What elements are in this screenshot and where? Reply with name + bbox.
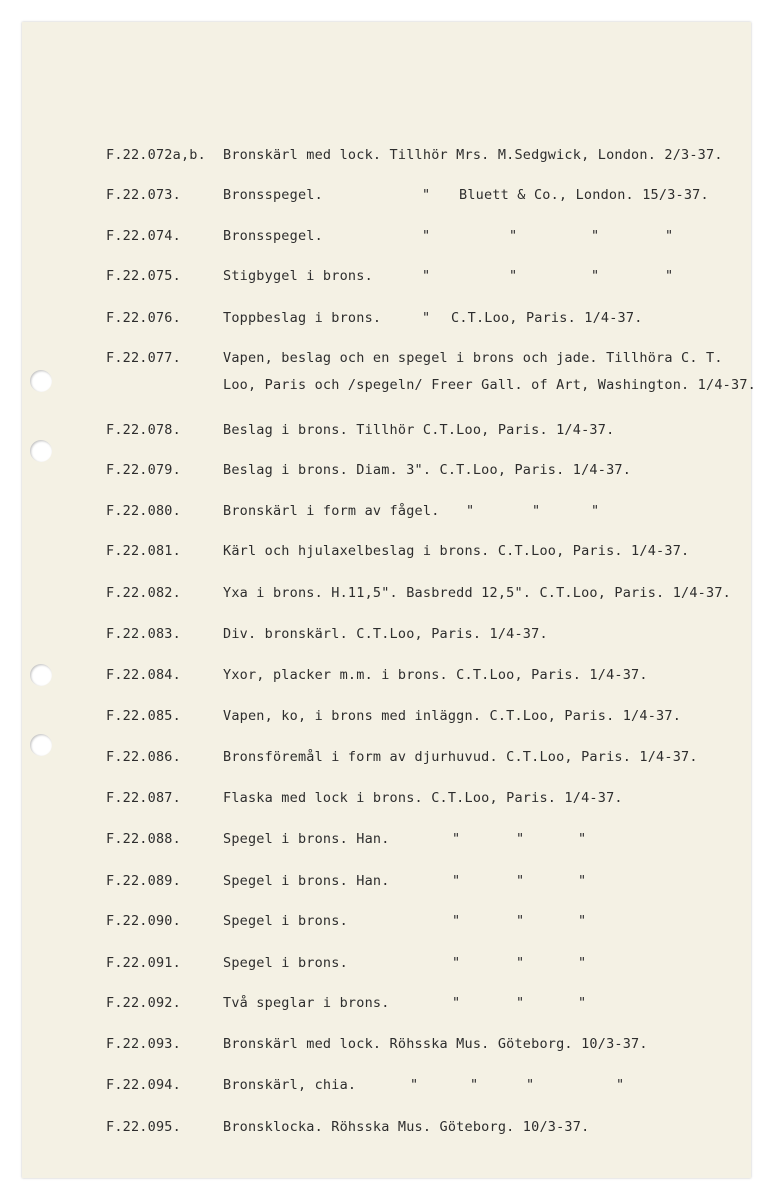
catalog-number: F.22.072a,b.: [106, 147, 206, 163]
ditto-mark: ": [466, 503, 475, 519]
ditto-mark: ": [665, 268, 674, 284]
catalog-number: F.22.080.: [106, 503, 181, 519]
entry-description: Spegel i brons.: [223, 955, 348, 971]
ditto-mark: ": [452, 831, 461, 847]
entry-description: Beslag i brons. Tillhör C.T.Loo, Paris. 1/4-37.: [223, 422, 615, 438]
entry-description: Spegel i brons. Han.: [223, 831, 390, 847]
catalog-number: F.22.087.: [106, 790, 181, 806]
ditto-mark: ": [532, 503, 541, 519]
punch-hole: [30, 734, 52, 756]
entry-description: Bronsspegel.: [223, 228, 323, 244]
catalog-number: F.22.094.: [106, 1077, 181, 1093]
catalog-number: F.22.086.: [106, 749, 181, 765]
ditto-mark: ": [578, 873, 587, 889]
entry-description: Bronsföremål i form av djurhuvud. C.T.Loo, Paris. 1/4-37.: [223, 749, 698, 765]
catalog-number: F.22.079.: [106, 462, 181, 478]
catalog-number: F.22.085.: [106, 708, 181, 724]
catalog-number: F.22.073.: [106, 187, 181, 203]
entry-description: Spegel i brons. Han.: [223, 873, 390, 889]
ditto-mark: ": [509, 228, 518, 244]
entry-description: Toppbeslag i brons.: [223, 310, 382, 326]
entry-description: Yxor, placker m.m. i brons. C.T.Loo, Paris. 1/4-37.: [223, 667, 648, 683]
entry-description: Vapen, ko, i brons med inläggn. C.T.Loo, Paris. 1/4-37.: [223, 708, 682, 724]
ditto-mark: ": [509, 268, 518, 284]
ditto-mark: ": [591, 503, 600, 519]
catalog-number: F.22.077.: [106, 350, 181, 366]
catalog-number: F.22.093.: [106, 1036, 181, 1052]
ditto-mark: ": [526, 1077, 535, 1093]
entry-description: Spegel i brons.: [223, 913, 348, 929]
catalog-number: F.22.074.: [106, 228, 181, 244]
ditto-mark: ": [452, 995, 461, 1011]
ditto-mark: ": [422, 228, 431, 244]
entry-description: Kärl och hjulaxelbeslag i brons. C.T.Loo, Paris. 1/4-37.: [223, 543, 690, 559]
entry-description: Vapen, beslag och en spegel i brons och jade. Tillhöra C. T.: [223, 350, 723, 366]
entry-description-continued: Loo, Paris och /spegeln/ Freer Gall. of Art, Washington. 1/4-37.: [223, 377, 756, 393]
ditto-mark: ": [616, 1077, 625, 1093]
entry-description: Bronsklocka. Röhsska Mus. Göteborg. 10/3-37.: [223, 1119, 590, 1135]
entry-description: Stigbygel i brons.: [223, 268, 373, 284]
ditto-mark: ": [516, 995, 525, 1011]
entry-description: Bronskärl, chia.: [223, 1077, 357, 1093]
punch-hole: [30, 664, 52, 686]
ditto-mark: ": [470, 1077, 479, 1093]
catalog-number: F.22.084.: [106, 667, 181, 683]
catalog-number: F.22.090.: [106, 913, 181, 929]
punch-hole: [30, 370, 52, 392]
ditto-mark: ": [452, 873, 461, 889]
ditto-mark: ": [452, 955, 461, 971]
entry-description: Två speglar i brons.: [223, 995, 390, 1011]
catalog-number: F.22.082.: [106, 585, 181, 601]
entry-description: Div. bronskärl. C.T.Loo, Paris. 1/4-37.: [223, 626, 548, 642]
catalog-number: F.22.091.: [106, 955, 181, 971]
punch-hole: [30, 440, 52, 462]
ditto-mark: ": [591, 268, 600, 284]
catalog-number: F.22.076.: [106, 310, 181, 326]
index-card-sheet: [22, 22, 756, 1178]
entry-description: Flaska med lock i brons. C.T.Loo, Paris. 1/4-37.: [223, 790, 623, 806]
entry-description: Bronskärl med lock. Röhsska Mus. Göteborg. 10/3-37.: [223, 1036, 648, 1052]
catalog-number: F.22.089.: [106, 873, 181, 889]
entry-source: C.T.Loo, Paris. 1/4-37.: [451, 310, 643, 326]
ditto-mark: ": [422, 268, 431, 284]
ditto-mark: ": [422, 310, 431, 326]
entry-description: Bronskärl i form av fågel.: [223, 503, 440, 519]
ditto-mark: ": [410, 1077, 419, 1093]
catalog-number: F.22.083.: [106, 626, 181, 642]
ditto-mark: ": [591, 228, 600, 244]
ditto-mark: ": [452, 913, 461, 929]
ditto-mark: ": [665, 228, 674, 244]
ditto-mark: ": [516, 955, 525, 971]
ditto-mark: ": [516, 913, 525, 929]
ditto-mark: ": [578, 913, 587, 929]
entry-description: Yxa i brons. H.11,5". Basbredd 12,5". C.T.Loo, Paris. 1/4-37.: [223, 585, 731, 601]
entry-description: Bronsspegel.: [223, 187, 323, 203]
catalog-number: F.22.075.: [106, 268, 181, 284]
catalog-number: F.22.088.: [106, 831, 181, 847]
ditto-mark: ": [516, 831, 525, 847]
ditto-mark: ": [516, 873, 525, 889]
catalog-number: F.22.095.: [106, 1119, 181, 1135]
entry-description: Bronskärl med lock. Tillhör Mrs. M.Sedgwick, London. 2/3-37.: [223, 147, 723, 163]
entry-source: Bluett & Co., London. 15/3-37.: [459, 187, 709, 203]
ditto-mark: ": [578, 955, 587, 971]
catalog-number: F.22.078.: [106, 422, 181, 438]
ditto-mark: ": [422, 187, 431, 203]
entry-description: Beslag i brons. Diam. 3". C.T.Loo, Paris. 1/4-37.: [223, 462, 632, 478]
ditto-mark: ": [578, 995, 587, 1011]
catalog-number: F.22.092.: [106, 995, 181, 1011]
ditto-mark: ": [578, 831, 587, 847]
catalog-number: F.22.081.: [106, 543, 181, 559]
